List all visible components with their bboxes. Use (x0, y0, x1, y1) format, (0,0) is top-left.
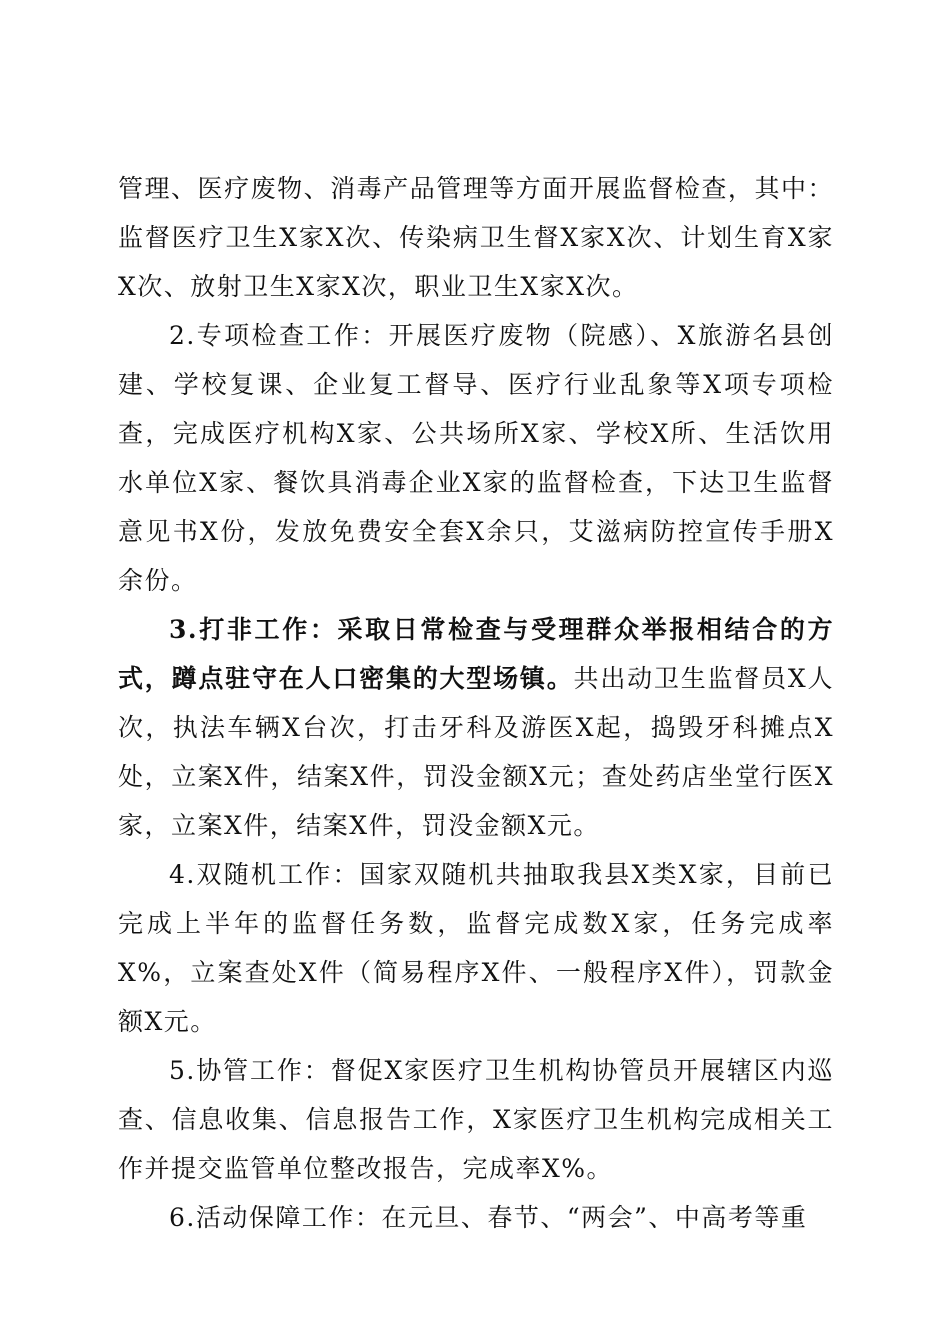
paragraph-event-support (118, 1193, 834, 1242)
paragraph-text: 6.活动保障工作：在元旦、春节、“两会”、中高考等重 (169, 1203, 808, 1232)
paragraph-text: 4.双随机工作：国家双随机共抽取我县X类X家，目前已完成上半年的监督任务数，监督完成数X家，任务完成率X%，立案查处X件（简易程序X件、一般程序X件），罚款金额X元。 (118, 860, 834, 1036)
paragraph-co-management (118, 1046, 834, 1193)
document-body (118, 164, 834, 1242)
paragraph-lead-bold: 3.打非工作：采取日常检查与受理群众举报相结合的方式，蹲点驻守在人口密集的大型场镇。 (118, 615, 834, 693)
paragraph-text: 2.专项检查工作：开展医疗废物（院感）、X旅游名县创建、学校复课、企业复工督导、医疗行业乱象等X项专项检查，完成医疗机构X家、公共场所X家、学校X所、生活饮用水单位X家、餐饮具消毒企业X家的监督检查，下达卫生监督意见书X份，发放免费安全套X余只，艾滋病防控宣传手册X余份。 (118, 321, 834, 595)
paragraph-text: 管理、医疗废物、消毒产品管理等方面开展监督检查，其中：监督医疗卫生X家X次、传染病卫生督X家X次、计划生育X家X次、放射卫生X家X次，职业卫生X家X次。 (118, 174, 834, 301)
paragraph-anti-illegal-practice (118, 605, 834, 850)
paragraph-inspection-summary (118, 164, 834, 311)
paragraph-special-inspection (118, 311, 834, 605)
paragraph-text: 共出动卫生监督员X人次，执法车辆X台次，打击牙科及游医X起，捣毁牙科摊点X处，立案X件，结案X件，罚没金额X元；查处药店坐堂行医X家，立案X件，结案X件，罚没金额X元。 (118, 664, 834, 840)
paragraph-text: 5.协管工作：督促X家医疗卫生机构协管员开展辖区内巡查、信息收集、信息报告工作，X家医疗卫生机构完成相关工作并提交监管单位整改报告，完成率X%。 (118, 1056, 834, 1183)
paragraph-double-random (118, 850, 834, 1046)
